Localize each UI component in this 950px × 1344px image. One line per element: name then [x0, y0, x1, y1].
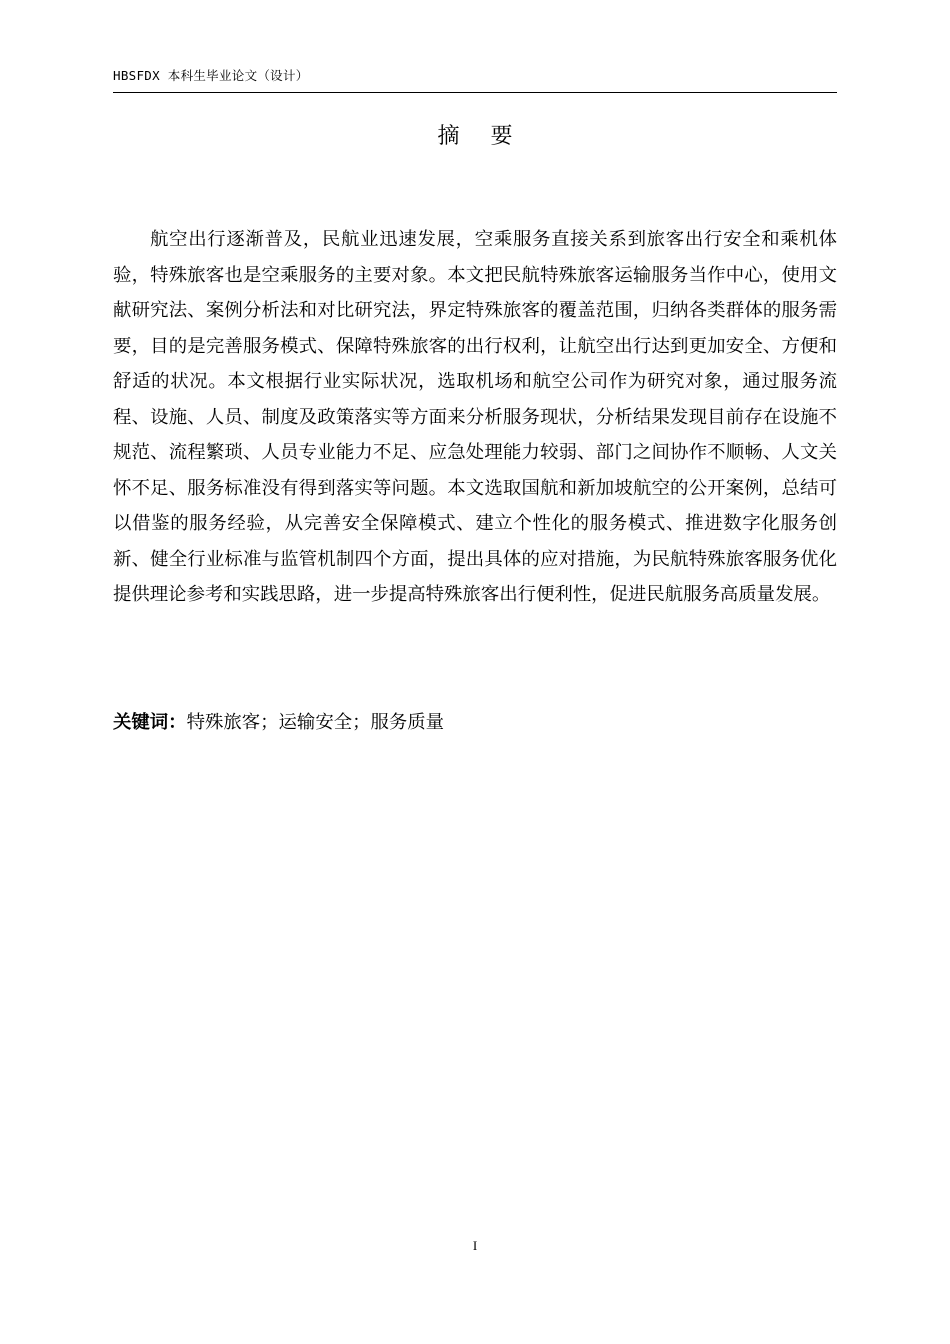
keywords-value: 特殊旅客；运输安全；服务质量 — [186, 712, 445, 733]
header-rule — [113, 92, 837, 93]
abstract-body: 航空出行逐渐普及，民航业迅速发展，空乘服务直接关系到旅客出行安全和乘机体验，特殊旅客也是空乘服务的主要对象。本文把民航特殊旅客运输服务当作中心，使用文献研究法、案例分析法和对比研究法，界定特殊旅客的覆盖范围，归纳各类群体的服务需要，目的是完善服务模式、保障特殊旅客的出行权利，让航空出行达到更加安全、方便和舒适的状况。本文根据行业实际状况，选取机场和航空公司作为研究对象，通过服务流程、设施、人员、制度及政策落实等方面来分析服务现状，分析结果发现目前存在设施不规范、流程繁琐、人员专业能力不足、应急处理能力较弱、部门之间协作不顺畅、人文关怀不足、服务标准没有得到落实等问题。本文选取国航和新加坡航空的公开案例，总结可以借鉴的服务经验，从完善安全保障模式、建立个性化的服务模式、推进数字化服务创新、健全行业标准与监管机制四个方面，提出具体的应对措施，为民航特殊旅客服务优化提供理论参考和实践思路，进一步提高特殊旅客出行便利性，促进民航服务高质量发展。 — [113, 229, 837, 605]
page-number: I — [472, 1238, 478, 1253]
keywords-label: 关键词： — [113, 712, 187, 733]
keywords-line — [113, 705, 837, 740]
abstract-title: 摘 要 — [437, 124, 525, 149]
page-header: HBSFDX 本科生毕业论文（设计） — [113, 68, 309, 83]
